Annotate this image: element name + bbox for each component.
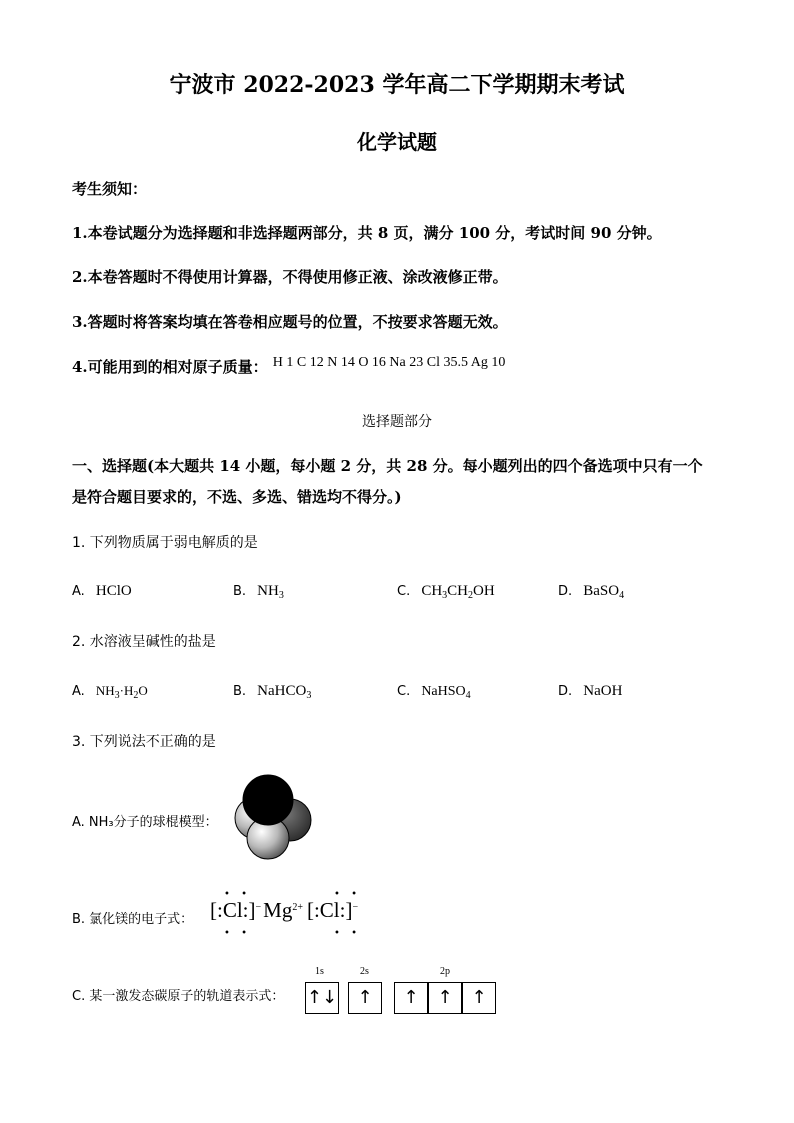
- ball-stick-model-image: [228, 770, 320, 862]
- q1-option-a: A. HClO: [72, 583, 132, 599]
- page-title: 宁波市 2022-2023 学年高二下学期期末考试: [169, 72, 625, 98]
- orbital-box-1s: ↑↓: [305, 982, 339, 1014]
- orbital-box-2p-2: ↑: [428, 982, 462, 1014]
- electron-dots-right-top: • •: [334, 889, 361, 900]
- notice-item-1: 1.本卷试题分为选择题和非选择题两部分，共 8 页，满分 100 分，考试时间 90 分钟。: [72, 224, 662, 242]
- q3-option-a-text: A. NH₃分子的球棍模型：: [72, 815, 218, 830]
- orbital-box-2s: ↑: [348, 982, 382, 1014]
- atom-top: [243, 775, 293, 825]
- mgcl2-electron-formula: $[:Cl:]^-Mg^{2+}$ [:Cl:]−: [210, 898, 359, 922]
- q2-option-d: D. NaOH: [558, 683, 623, 699]
- electron-dots-left: • •: [224, 928, 251, 939]
- orbital-label-1s: 1s: [315, 966, 324, 977]
- notice-item-2: 2.本卷答题时不得使用计算器，不得使用修正液、涂改液修正带。: [72, 268, 508, 286]
- section-intro-line1: 一、选择题(本大题共 14 小题，每小题 2 分，共 28 分。每小题列出的四个备选项中只有一个: [72, 457, 703, 475]
- q2-option-a: A. $NH_3\cdot H_2O$: [72, 683, 148, 701]
- question-3-stem: 3. 下列说法不正确的是: [72, 734, 216, 750]
- electron-dots-right: • •: [334, 928, 361, 939]
- q1-option-c: C. $CH_3CH_2OH$: [397, 583, 495, 601]
- notice-item-4-label: 4.可能用到的相对原子质量：: [72, 358, 268, 376]
- notice-item-4: [72, 356, 505, 377]
- notice-item-3: 3.答题时将答案均填在答卷相应题号的位置，不按要求答题无效。: [72, 313, 508, 331]
- question-1-stem: 1. 下列物质属于弱电解质的是: [72, 535, 258, 551]
- q1-option-d: D. BaSO$_4$: [558, 583, 625, 601]
- atomic-masses: H 1 C 12 N 14 O 16 Na 23 Cl 35.5 Ag 10: [272, 355, 506, 370]
- q3-option-b-text: B. 氯化镁的电子式：: [72, 912, 194, 927]
- notice-heading: 考生须知：: [72, 180, 148, 198]
- q3-option-c-text: C. 某一激发态碳原子的轨道表示式：: [72, 989, 285, 1004]
- orbital-box-2p-1: ↑: [394, 982, 428, 1014]
- q2-option-c: C. NaHSO$_4$: [397, 684, 471, 701]
- orbital-label-2p: 2p: [440, 966, 450, 977]
- page-subtitle: 化学试题: [357, 130, 437, 154]
- q1-option-b: B. $NH_3$: [233, 583, 284, 601]
- section-label: 选择题部分: [362, 414, 432, 430]
- section-intro-line2: 是符合题目要求的，不选、多选、错选均不得分。): [72, 488, 402, 506]
- orbital-label-2s: 2s: [360, 966, 369, 977]
- question-2-stem: 2. 水溶液呈碱性的盐是: [72, 634, 216, 650]
- electron-dots-left-top: • •: [224, 889, 251, 900]
- q2-option-b: B. NaHCO$_3$: [233, 683, 312, 701]
- orbital-box-2p-3: ↑: [462, 982, 496, 1014]
